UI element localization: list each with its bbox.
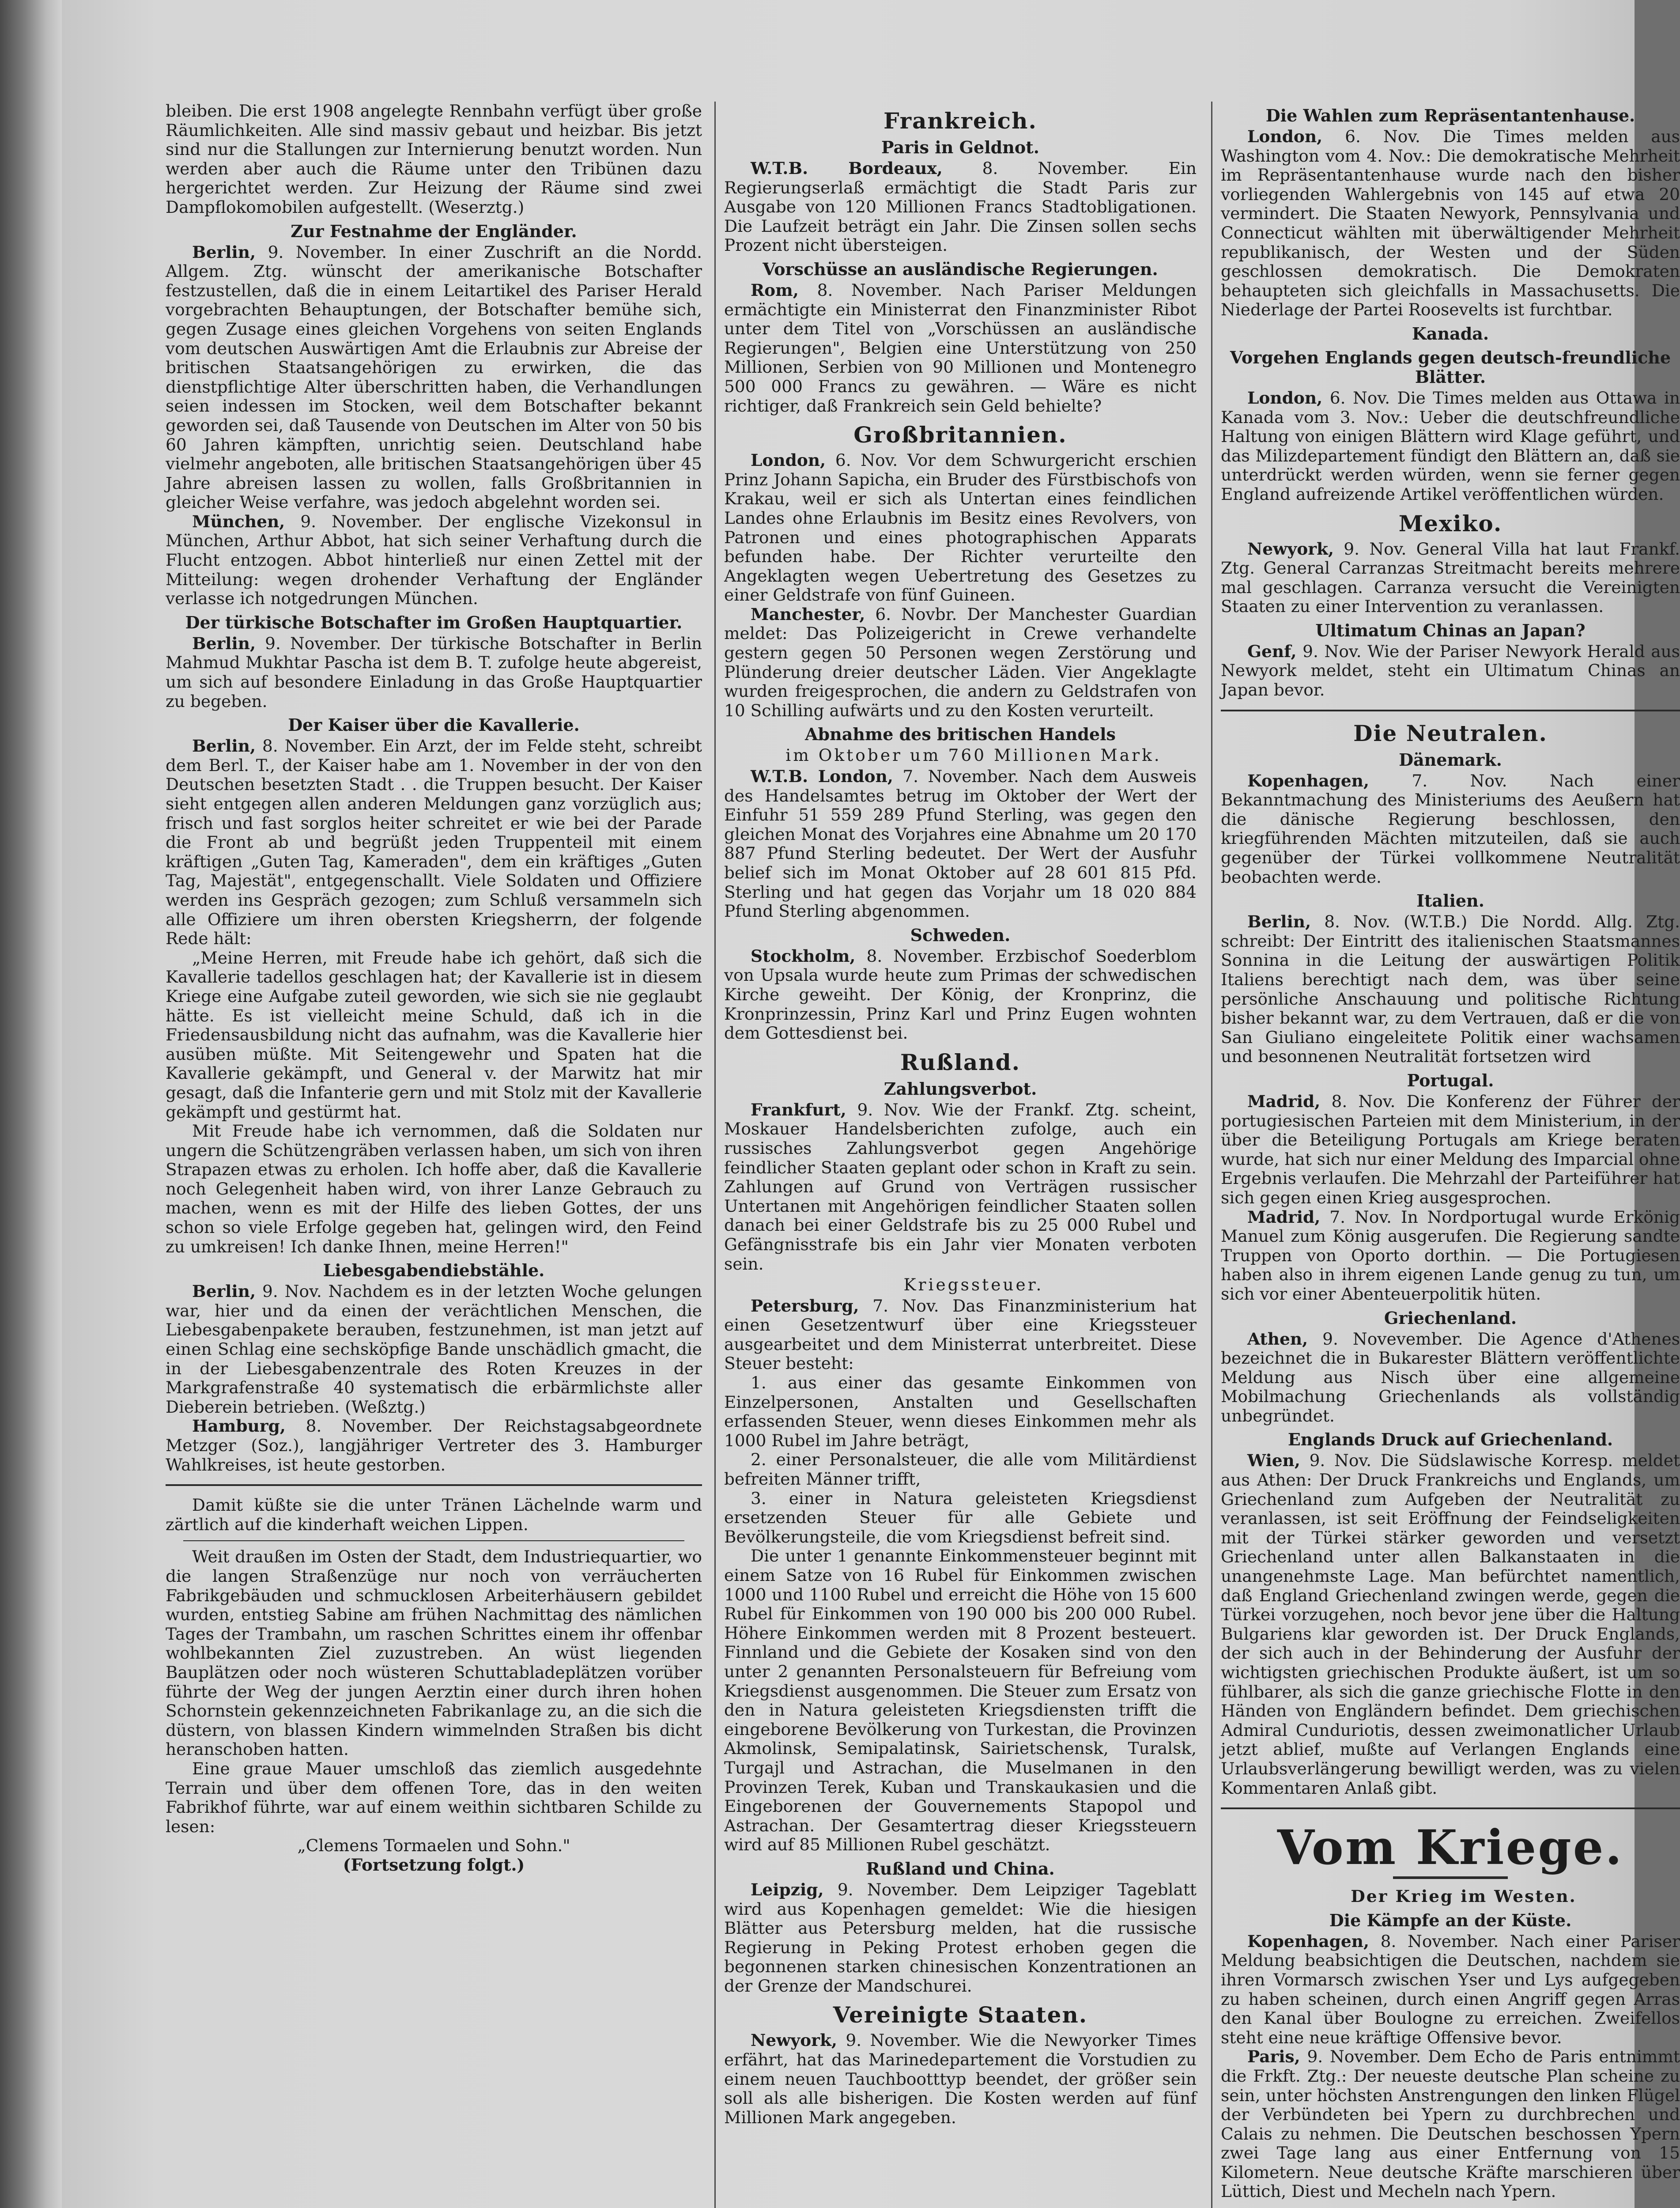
article-heading: Liebesgabendiebstähle. [323,1260,545,1281]
article-heading: Griechenland. [1384,1308,1517,1328]
article-body: 8. November. Erzbischof Soederblom von Upsala wurde heute zum Primas der schwedischen Kirche geweiht. Der König, der Kronprinz, die Kronprinzessin, Prinz Karl und Prinz Eugen wohnten dem Gottesdienst bei. [724,946,1197,1043]
quote-text: Mit Freude habe ich vernommen, daß die Soldaten nur ungern die Schützengräben verlassen haben, um sich von ihren Strapazen etwas zu erholen. Ich hoffe aber, daß die Kavallerie noch Gelegenheit haben wird, von ihrer Lanze Gebrauch zu machen, wenn es mit der Hilfe des lieben Gottes, der uns schon so viele Erfolge gegeben hat, gelingen wird, den Feind zu umkreisen! Ich danke Ihnen, meine Herren!" [166,1121,702,1256]
article-text [1221,1932,1680,2048]
section-rule [183,1540,684,1541]
dateline: Berlin, [1247,912,1311,932]
article-text [166,1417,702,1475]
article-body: 6. Novbr. Der Manchester Guardian meldet: Das Polizeigericht in Crewe verhandelte gestern gegen 50 Personen wegen Zerstörung und Plünderung dreier deutscher Läden. Vier Angeklagte wurden freigesprochen, die andern zu Geldstrafen von 10 Schilling aufwärts und zu den Kosten verurteilt. [724,604,1197,720]
article-text [1221,1330,1680,1426]
article-body: 7. November. Nach dem Ausweis des Handelsamtes betrug im Oktober der Wert der Einfuhr 51 559 289 Pfund Sterling, was gegen den gleichen Monat des Vorjahres eine Abnahme um 20 170 887 Pfund Sterling bedeutet. Der Wert der Ausfuhr belief sich im Monat Oktober auf 28 601 815 Pfd. Sterling und hat gegen das Vorjahr um 18 020 884 Pfund Sterling abgenommen. [724,767,1197,921]
dateline: Berlin, [192,1282,256,1301]
column-divider [714,102,716,2208]
article-text [724,1880,1197,1996]
article-text [166,512,702,609]
article-text [166,634,702,711]
article-heading: Rußland und China. [866,1858,1055,1879]
dateline: Athen, [1247,1329,1308,1349]
article-text [166,1282,702,1417]
article-text [1221,540,1680,616]
article-heading: Zahlungsverbot. [883,1078,1037,1099]
dateline: London, [1247,127,1323,146]
list-item: 2. einer Personalsteuer, die alle vom Militärdienst befreiten Männer trifft, [724,1450,1197,1489]
article-body: 8. November. Ein Regierungserlaß ermächtigt die Stadt Paris zur Ausgabe von 120 Millionen Francs Stadtobligationen. Die Laufzeit beträgt ein Jahr. Die Zinsen sollen sechs Prozent nicht übersteigen. [724,159,1197,255]
dateline: Rom, [751,280,799,300]
article-text [1221,127,1680,320]
article-text [1221,2047,1680,2201]
article-text: Die unter 1 genannte Einkommensteuer beginnt mit einem Satze von 16 Rubel für Einkommen zwischen 1000 und 1100 Rubel und erreicht die Höhe von 15 600 Rubel für Einkommen von 190 000 bis 200 000 Rubel. Höhere Einkommen werden mit 8 Prozent besteuert. Finnland und die Gebiete der Kosaken sind von den unter 2 genannten Personalsteuern für Befreiung vom Kriegsdienst ausgenommen. Die Steuer zum Ersatz von den in Natura geleisteten Kriegsdiensten trifft die eingeborene Bevölkerung von Turkestan, die Provinzen Akmolinsk, Semipalatinsk, Sairietschensk, Turalsk, Turgajl und Astrachan, die Muselmanen in den Provinzen Terek, Kuban und Transkaukasien und die Eingeborenen der Gouvernements Stapopol und Astrachan. Der Gesamtertrag dieser Kriegssteuern wird auf 85 Millionen Rubel geschätzt. [724,1546,1197,1855]
column-1 [166,102,702,2208]
article-text [724,767,1197,921]
title-underline [1393,1876,1508,1879]
article-body: 8. Nov. Die Konferenz der Führer der portugiesischen Parteien mit dem Ministerium, in der über die Beteiligung Portugals am Kriege beraten wurde, hat sich nur einer Meldung des Imparcial ohne Ergebnis verlaufen. Die Mehrzahl der Parteiführer hat sich gegen einen Krieg ausgesprochen. [1221,1091,1680,1207]
article-heading: Abnahme des britischen Handels [805,724,1116,745]
article-body: 9. November. Der englische Vizekonsul in München, Arthur Abbot, hat sich seiner Verhaftung durch die Flucht entzogen. Abbot hinterließ nur einen Zettel mit der Mitteilung: wegen drohender Verhaftung der Engländer verlasse ich notgedrungen München. [166,511,702,609]
article-heading: Italien. [1416,891,1484,911]
book-spine-shadow [0,0,62,2208]
article-subheading: Kriegssteuer. [903,1275,1044,1295]
serial-text: Weit draußen im Osten der Stadt, dem Industriequartier, wo die langen Straßenzüge nur noch von verräucherten Fabrikgebäuden und schmucklosen Arbeiterhäusern gebildet wurden, entstieg Sabine am frühen Nachmittag des nämlichen Tages der Trambahn, um raschen Schrittes einem ihr offenbar wohlbekannten Ziel zuzustreben. An wüst liegenden Bauplätzen oder noch wüsteren Schuttabladeplätzen vorüber führte der Weg der jungen Aerztin einer durch ihren hohen Schornstein gekennzeichneten Fabrikanlage zu, an die sich die düstern, von blassen Kindern wimmelnden Straßen bis dicht heranschoben hatten. [166,1547,702,1759]
article-text [724,1100,1197,1274]
serial-text: Eine graue Mauer umschloß das ziemlich ausgedehnte Terrain und über dem offenen Tore, das in den weiten Fabrikhof führte, war auf einem weithin sichtbaren Schilde zu lesen: [166,1758,702,1836]
section-rule [166,1484,702,1486]
column-divider [1211,102,1212,2208]
article-text [1221,912,1680,1066]
article-heading: Kanada. [1412,323,1489,344]
article-subheading: Der Krieg im Westen. [1351,1887,1577,1906]
article-text [724,605,1197,721]
article-body: 9. Nov. Die Südslawische Korresp. meldet aus Athen: Der Druck Frankreichs und Englands, um Griechenland zum Aufgeben der Neutralität zu veranlassen, ist seit Eröffnung der Feindseligkeiten mit der Türkei stärker geworden und versetzt Griechenland unter allen Balkanstaaten in die unangenehmste Lage. Man befürchtet namentlich, daß England Griechenland zwingen werde, gegen die Türkei vorzugehen, noch bevor jene über die Haltung Bulgariens klar geworden ist. Der Druck Englands, der sich auch in der Behinderung der Ausfuhr der wichtigsten griechischen Produkte äußert, ist um so fühlbarer, als sich die ganze griechische Flotte in den Händen von Engländern befindet. Dem griechischen Admiral Cunduriotis, dessen zweimonatlicher Urlaub jetzt ablief, mußte auf Verlangen Englands eine Urlaubsverlängerung bewilligt werden, was zu vielen Kommentaren Anlaß gibt. [1221,1451,1680,1798]
dateline: Genf, [1247,641,1297,661]
article-heading: Englands Druck auf Griechenland. [1287,1429,1613,1450]
article-body: 7. Nov. Das Finanzministerium hat einen Gesetzentwurf über eine Kriegssteuer ausgearbeitet und dem Ministerrat unterbreitet. Diese Steuer besteht: [724,1296,1197,1373]
column-2 [724,102,1197,2208]
article-heading: Vorgehen Englands gegen deutsch-freundliche Blätter. [1230,347,1671,387]
article-heading: Vorschüsse an ausländische Regierungen. [763,259,1158,279]
article-text [724,159,1197,255]
section-rule [1221,710,1680,711]
dateline: Kopenhagen, [1247,1931,1370,1951]
section-heading: Mexiko. [1398,510,1503,537]
serial-sign: „Clemens Tormaelen und Sohn." [297,1836,570,1856]
continuation-note: (Fortsetzung folgt.) [343,1855,525,1875]
article-body: 6. Nov. Die Times melden aus Washington vom 4. Nov.: Die demokratische Mehrheit im Repräsentantenhause wurde nach den bisher vorliegenden Wahlergebnis von 145 auf etwa 20 vermindert. Die Staaten Newyork, Pennsylvania und Connecticut wählten mit überwältigender Mehrheit republikanisch, der Westen und der Süden geschlossen demokratisch. Die Demokraten behaupteten sich gleichfalls in Massachusetts. Die Niederlage der Partei Roosevelts ist furchtbar. [1221,127,1680,320]
article-text [1221,1451,1680,1798]
article-body: 9. November. In einer Zuschrift an die Nordd. Allgem. Ztg. wünscht der amerikanische Botschafter festzustellen, daß die in einem Leitartikel des Pariser Herald vorgebrachten Behauptungen, der Botschafter bemühe sich, gegen Zusage eines gleichen Vorgehens von seiten Englands vom deutschen Auswärtigen Amt die Erlaubnis zur Abreise der britischen Staatsangehörigen zu erwirken, die das dienstpflichtige Alter überschritten haben, die Verhandlungen seien indessen im Stocken, weil dem Botschafter bekannt geworden sei, daß Tausende von Deutschen im Alter von 50 bis 60 Jahren kämpften, unrichtig seien. Deutschland habe vielmehr angeboten, alle britischen Staatsangehörigen über 45 Jahre abreisen lassen zu wollen, falls Großbritannien in gleicher Weise verfahre, was jedoch abgelehnt worden sei. [166,242,702,512]
article-heading: Der Kaiser über die Kavallerie. [288,715,580,735]
section-heading: Die Neutralen. [1353,720,1548,746]
article-body: 9. Nov. Nachdem es in der letzten Woche gelungen war, hier und da einen der verächtlichen Menschen, die Liebesgabenpakete berauben, festzunehmen, ist man jetzt auf einen Schlag eine sechsköpfige Bande unschädlich gmacht, die in der Liebesgabenzentrale des Roten Kreuzes in der Markgrafenstraße 40 systematisch die erbärmlichste aller Dieberein betrieben. (Weßztg.) [166,1282,702,1417]
dateline: London, [1247,388,1323,408]
dateline: Petersburg, [751,1296,859,1316]
article-body: 8. November. Ein Arzt, der im Felde steht, schreibt dem Berl. T., der Kaiser habe am 1. November in der von den Deutschen besetzten Stadt . . die Truppen besucht. Der Kaiser sieht entgegen allen anderen Meldungen ganz vorzüglich aus; frisch und fast sorglos heiter schreitet er wie bei der Parade die Front ab und begrüßt jeden Truppenteil mit einem kräftigen „Guten Tag, Kameraden", dem ein kräftiges „Guten Tag, Majestät", entgegenschallt. Viele Soldaten und Offiziere werden ins Gespräch gezogen; zum Schluß versammeln sich alle Offiziere um ihren obersten Kriegsherrn, der folgende Rede hält: [166,736,702,949]
quote-text: „Meine Herren, mit Freude habe ich gehört, daß sich die Kavallerie tadellos geschlagen hat; der Kavallerie ist in diesem Kriege eine Aufgabe zuteil geworden, wie sich sie nie geglaubt hätte. Es ist vielleicht meine Schuld, daß ich in die Friedensausbildung nicht das aufnahm, was die Kavallerie hier ausüben müßte. Mit Seitengewehr und Spaten hat die Kavallerie gekämpft, und General v. der Marwitz hat mir gesagt, daß die Infanterie gern und mit Stolz mit der Kavallerie gekämpft und gestürmt hat. [166,948,702,1122]
article-body: 7. Nov. Nach einer Bekanntmachung des Ministeriums des Aeußern hat die dänische Regierung beschlossen, den kriegführenden Mächten mitzuteilen, daß sie auch gegenüber der Türkei vollkommene Neutralität beobachten werde. [1221,771,1680,887]
article-heading: Schweden. [910,925,1011,945]
dateline: Berlin, [192,736,256,756]
section-heading: Großbritannien. [853,422,1067,448]
dateline: Manchester, [751,604,865,624]
article-body: 9. Nov. General Villa hat laut Frankf. Ztg. General Carranzas Streitmacht bereits mehrere mal geschlagen. Carranza versucht die Vereinigten Staaten zu einer Intervention zu veranlassen. [1221,539,1680,616]
article-text [724,1297,1197,1373]
article-heading: Die Wahlen zum Repräsentantenhause. [1265,106,1635,125]
article-text [724,451,1197,605]
dateline: Newyork, [751,2030,838,2050]
article-subheading: im Oktober um 760 Millionen Mark. [785,745,1162,765]
section-rule [1221,1807,1680,1809]
article-text [1221,1092,1680,1208]
article-body: 8. November. Nach Pariser Meldungen ermächtigte ein Ministerrat den Finanzminister Ribot unter dem Titel von „Vorschüssen an ausländische Regierungen", Belgien eine Unterstützung von 250 Millionen, Serbien von 90 Millionen und Montenegro 500 000 Francs zu gewähren. — Wäre es nicht richtiger, daß Frankreich sein Geld behielte? [724,280,1197,416]
article-text: bleiben. Die erst 1908 angelegte Rennbahn verfügt über große Räumlichkeiten. Alle sind massiv gebaut und heizbar. Bis jetzt sind nur die Stallungen zur Internierung benutzt worden. Nun werden aber auch die Räume unter den Tribünen dazu hergerichtet werden. Zur Heizung der Räume sind zwei Dampflokomobilen aufgestellt. (Weserztg.) [166,101,702,217]
article-heading: Zur Festnahme der Engländer. [291,221,577,241]
article-heading: Der türkische Botschafter im Großen Hauptquartier. [185,612,683,632]
article-text [1221,642,1680,700]
dateline: Kopenhagen, [1247,771,1370,790]
dateline: Frankfurt, [751,1100,846,1119]
section-heading: Vereinigte Staaten. [833,2002,1088,2028]
article-body: 7. Nov. In Nordportugal wurde Erkönig Manuel zum König ausgerufen. Die Regierung sandte Truppen von Oporto dorthin. — Die Portugiesen haben also in ihrem eigenen Lande genug zu tun, um sich vor einer Abenteuerpolitik hüten. [1221,1207,1680,1304]
dateline: Paris, [1247,2047,1300,2067]
article-text [166,243,702,512]
dateline: Madrid, [1247,1207,1321,1227]
article-heading: Ultimatum Chinas an Japan? [1315,620,1586,640]
dateline: Wien, [1247,1451,1300,1471]
article-heading: Portugal. [1407,1070,1494,1090]
article-heading: Paris in Geldnot. [881,137,1039,157]
dateline: Leipzig, [751,1879,824,1899]
article-text [1221,771,1680,887]
article-body: 8. November. Der Reichstagsabgeordnete Metzger (Soz.), langjähriger Vertreter des 3. Hamburger Wahlkreises, ist heute gestorben. [166,1416,702,1475]
dateline: Newyork, [1247,539,1334,559]
article-body: 9. November. Der türkische Botschafter in Berlin Mahmud Mukhtar Pascha ist dem B. T. zufolge heute abgereist, um sich auf besondere Einladung in das Große Hauptquartier zu begeben. [166,633,702,711]
column-3 [1221,102,1680,2208]
war-section-title: Vom Kriege. [1277,1820,1624,1876]
dateline: Hamburg, [192,1416,286,1436]
newspaper-page [62,0,1680,2208]
article-body: 6. Nov. Vor dem Schwurgericht erschien Prinz Johann Sapicha, ein Bruder des Fürstbischofs von Krakau, weil er sich als Untertan eines feindlichen Landes ohne Erlaubnis im Besitz eines Revolvers, von Patronen und eines photographischen Apparats befunden habe. Der Richter verurteilte den Angeklagten wegen Uebertretung des Gesetzes zu einer Geldstrafe von fünf Guineen. [724,450,1197,605]
article-text [724,281,1197,416]
article-body: 9. Nov. Wie der Pariser Newyork Herald aus Newyork meldet, steht ein Ultimatum Chinas an Japan bevor. [1221,641,1680,700]
dateline: W.T.B. London, [751,767,893,786]
list-item: 3. einer in Natura geleisteten Kriegsdienst ersetzenden Steuer für alle Gebiete und Bevölkerungsteile, die vom Kriegsdienst befreit sind. [724,1488,1197,1546]
dateline: London, [751,450,826,470]
article-body: 9. Nov. Wie der Frankf. Ztg. scheint, Moskauer Handelsberichten zufolge, auch ein russisches Zahlungsverbot gegen Angehörige feindlicher Staaten geplant oder schon in Kraft zu sein. Zahlungen auf Grund von Verträgen russischer Untertanen mit Angehörigen feindlicher Staaten sollen danach bei einer Geldstrafe bis zu 25 000 Rubel und Gefängnisstrafe bis ein Jahr vier Monaten verboten sein. [724,1100,1197,1274]
article-text [1221,1208,1680,1304]
section-heading: Frankreich. [883,108,1037,134]
article-body: 8. November. Nach einer Pariser Meldung beabsichtigen die Deutschen, nachdem sie ihren Vormarsch zwischen Yser und Lys aufgegeben zu haben scheinen, durch einen Angriff gegen Arras den Kanal über Boulogne zu erreichen. Zweifellos steht eine neue kräftige Offensive bevor. [1221,1931,1680,2047]
article-body: 9. November. Wie die Newyorker Times erfährt, hat das Marinedepartement die Vorstudien zu einem neuen Tauchbootttyp beendet, der größer sein soll als alle bisherigen. Die Kosten werden auf fünf Millionen Mark angegeben. [724,2030,1197,2127]
article-body: 8. Nov. (W.T.B.) Die Nordd. Allg. Ztg. schreibt: Der Eintritt des italienischen Staatsmannes Sonnina in die Leitung der auswärtigen Politik Italiens berechtigt nach dem, was über seine persönliche Anschauung und politische Richtung bisher bekannt war, zu dem Vertrauen, daß er die von San Giuliano eingeleitete Politik einer wachsamen und besonnenen Neutralität fortsetzen wird [1221,912,1680,1066]
article-heading: Dänemark. [1399,749,1502,770]
article-text [724,2031,1197,2127]
article-body: 9. November. Dem Leipziger Tageblatt wird aus Kopenhagen gemeldet: Wie die hiesigen Blätter aus Petersburg melden, hat die russische Regierung in Peking Protest erhoben gegen die begonnenen starken chinesischen Konzentrationen an der Grenze der Mandschurei. [724,1879,1197,1996]
dateline: Madrid, [1247,1091,1321,1111]
article-heading: Die Kämpfe an der Küste. [1329,1910,1572,1930]
section-heading: Rußland. [900,1049,1020,1075]
article-text [724,947,1197,1043]
dateline: München, [192,511,285,531]
dateline: Berlin, [192,242,256,262]
serial-text: Damit küßte sie die unter Tränen Lächelnde warm und zärtlich auf die kinderhaft weichen Lippen. [166,1495,702,1534]
article-text [166,737,702,949]
dateline: W.T.B. Bordeaux, [751,159,943,178]
dateline: Stockholm, [751,946,856,966]
article-body: 9. November. Dem Echo de Paris entnimmt die Frkft. Ztg.: Der neueste deutsche Plan scheine zu sein, unter höchsten Anstrengungen den linken Flügel der Verbündeten bei Ypern zu durchbrechen und Calais zu nehmen. Die Deutschen beschossen Ypern zwei Tage lang aus einer Entfernung von 15 Kilometern. Neue deutsche Kräfte marschieren über Lüttich, Diest und Mecheln nach Ypern. [1221,2047,1680,2201]
article-body: 6. Nov. Die Times melden aus Ottawa in Kanada vom 3. Nov.: Ueber die deutschfreundliche Haltung von einigen Blättern wird Klage geführt, und das Milizdepartement fündigt den Blättern an, daß sie unterdrückt werden würden, wenn sie ferner gegen England aufreizende Artikel veröffentlichen würden. [1221,388,1680,504]
list-item: 1. aus einer das gesamte Einkommen von Einzelpersonen, Anstalten und Gesellschaften erfassenden Steuer, wenn dieses Einkommen mehr als 1000 Rubel im Jahre beträgt, [724,1373,1197,1450]
article-body: 9. Novevember. Die Agence d'Athenes bezeichnet die in Bukarester Blättern veröffentlichte Meldung aus Nisch über eine allgemeine Mobilmachung Griechenlands als vollständig unbegründet. [1221,1329,1680,1425]
article-text [1221,389,1680,504]
dateline: Berlin, [192,633,256,653]
